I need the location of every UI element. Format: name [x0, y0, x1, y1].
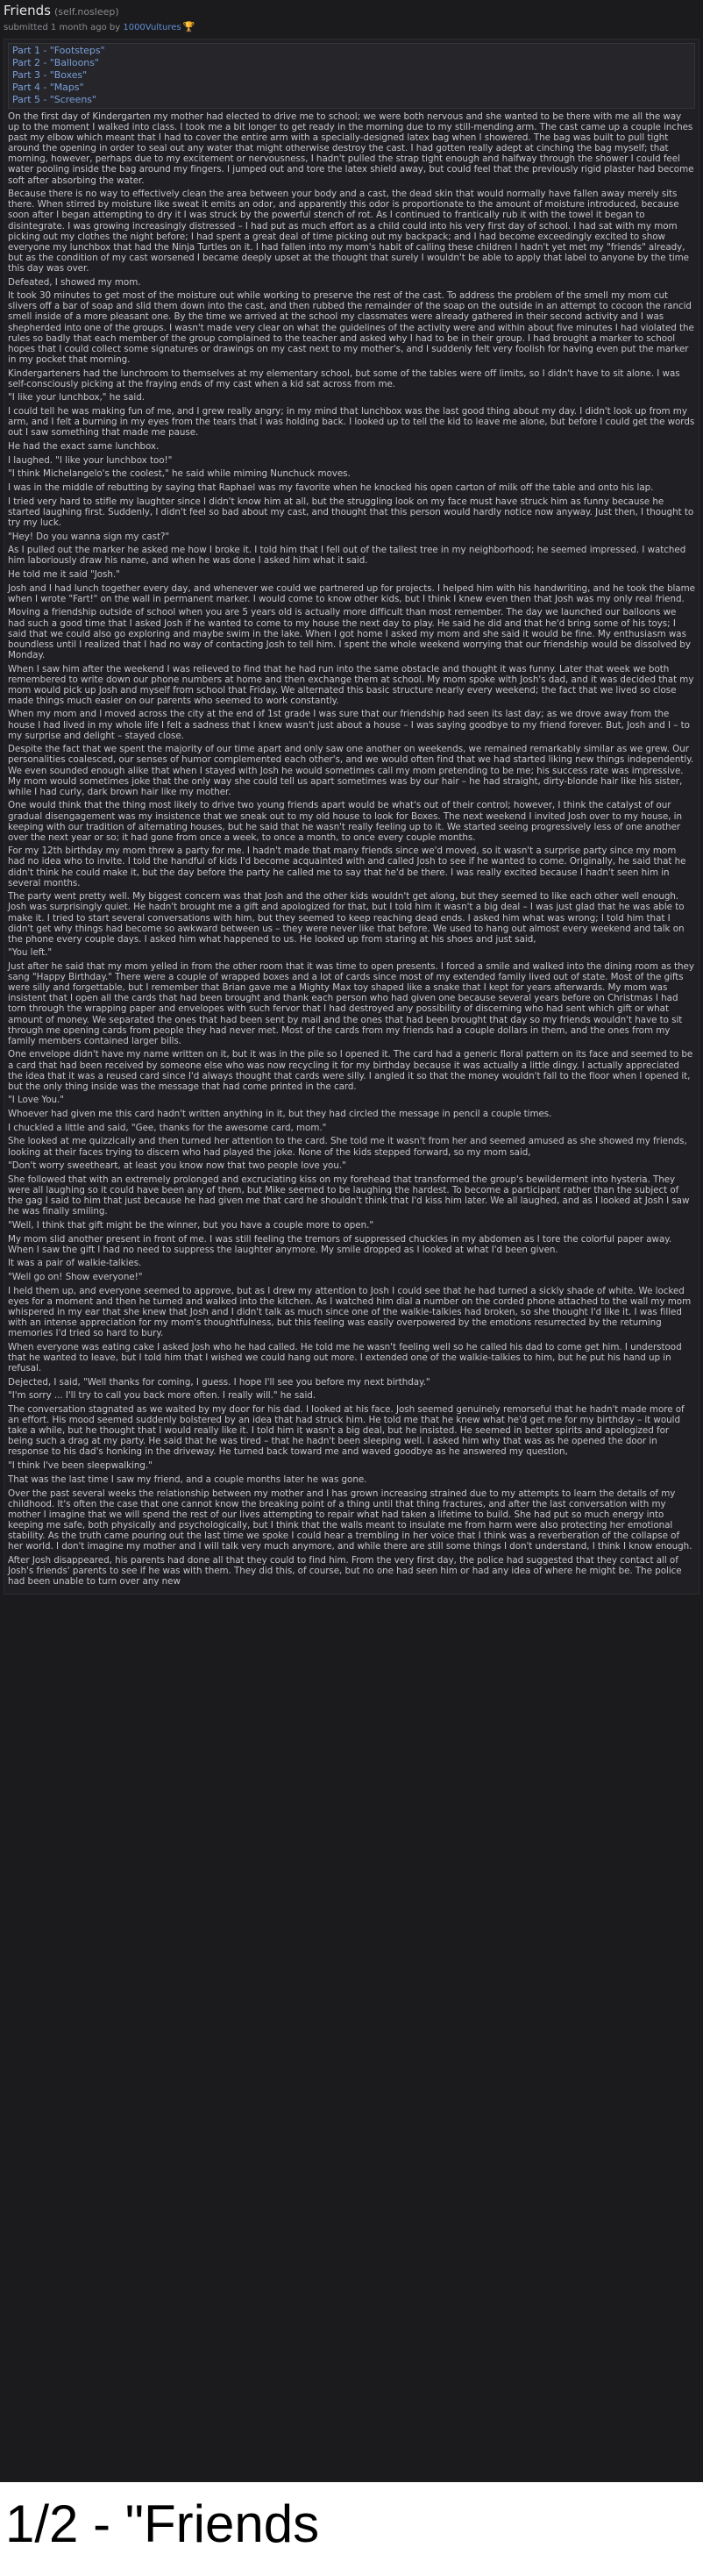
- story-paragraph: "I like your lunchbox," he said.: [8, 392, 145, 403]
- story-paragraph: "Don't worry sweetheart, at least you know now that two people love you.": [8, 1160, 346, 1172]
- story-paragraph: For my 12th birthday my mom threw a party for me. I hadn't made that many friends since we'd moved, so it wasn't a surprise party since my mom had no idea who to invite. I told the handful of kids I'd become acquainted with and called Josh to see if he wanted to come. Originally, he said that he didn't think he could make it, but the day before the party he called me to say that he'd be there. I was really excited because I hadn't seen him in several months.: [8, 846, 686, 888]
- story-paragraph: Because there is no way to effectively clean the area between your body and a cast, the dead skin that would normally have fallen away merely sits there. When stirred by moisture like sweat it emits an odor, and apparently this odor is proportionate to the amount of moisture introduced, because soon after I began attempting to dry it I was struck by the powerful stench of rot. As I continued to frantically rub it with the towel it began to disintegrate. I was growing increasingly distressed – I had put as much effort as a child could into his very first day of school. I had sat with my mom picking out my clothes the night before; I had spent a great deal of time picking out my backpack; and I had become exceedingly excited to show everyone my lunchbox that had the Ninja Turtles on it. I had fallen into my mom's habit of calling these children I hadn't yet met my "friends" already, but as the condition of my cast worsened I became deeply upset at the thought that surely I wouldn't be able to apply that label to anyone by the time this day was over.: [8, 189, 689, 274]
- story-paragraph: That was the last time I saw my friend, and a couple months later he was gone.: [8, 1474, 367, 1485]
- author-link[interactable]: 1000Vultures: [123, 23, 181, 32]
- story-paragraph: On the first day of Kindergarten my mother had elected to drive me to school; we were both nervous and she wanted to be there with me all the way up to the moment I walked into class. I took me a bit longer to get ready in the morning due to my still-mending arm. The cast came up a couple inches past my elbow which meant that I had to cover the entire arm with a specially-designed latex bag when I showered. The bag was built to pull tight around the opening in order to seal out any water that might otherwise destroy the cast. I had gotten really adept at cinching the bag myself; that morning, however, perhaps due to my excitement or nervousness, I hadn't pulled the strap tight enough and halfway through the shower I could feel water pooling inside the bag around my fingers. I jumped out and tore the latex shield away, but could feel that the previously rigid plaster had become soft after absorbing the water.: [8, 111, 694, 186]
- story-paragraph: "I think I've been sleepwalking.": [8, 1460, 153, 1472]
- story-paragraph: He had the exact same lunchbox.: [8, 440, 160, 452]
- story-paragraph: After Josh disappeared, his parents had done all that they could to find him. From the very first day, the police had suggested that they contact all of Josh's friends' parents to see if he was with them. They did this, of course, but no one had seen him or had any idea of where he might be. The police had been unable to turn over any new: [8, 1554, 682, 1587]
- story-paragraph: It took 30 minutes to get most of the moisture out while working to preserve the rest of the cast. To address the problem of the smell my mom cut slivers off a bar of soap and slid them down into the cast, and then rubbed the remainder of the soap on the outside in an attempt to cocoon the rancid smell inside of a more pleasant one. By the time we arrived at the school my classmates were already gathered in their second activity and I was shepherded into one of the groups. I wasn't made very clear on what the guidelines of the activity were and within about five minutes I had violated the rules so badly that each member of the group complained to the teacher and asked why I had to be in their group. I had brought a marker to school hopes that I could collect some signatures or drawings on my cast next to my mother's, and I suddenly felt very foolish for having even put the marker in my pocket that morning.: [8, 290, 694, 365]
- post-domain[interactable]: (self.nosleep): [53, 6, 119, 18]
- story-paragraph: As I pulled out the marker he asked me how I broke it. I told him that I fell out of the tallest tree in my neighborhood; he seemed impressed. I watched him laboriously draw his name, and when he was done I asked him what it said.: [8, 545, 686, 567]
- part-link-5[interactable]: Part 5 - "Screens": [12, 94, 96, 105]
- part-link-1[interactable]: Part 1 - "Footsteps": [12, 45, 105, 56]
- story-paragraph: I could tell he was making fun of me, and I grew really angry; in my mind that lunchbox was the last good thing about my day. I didn't look up from my arm, and I felt a burning in my eyes from the tears that I was holding back. I looked up to tell the kid to leave me alone, but before I could get the words out I saw something that made me pause.: [8, 406, 695, 439]
- story-paragraph: "Well go on! Show everyone!": [8, 1272, 143, 1283]
- story-paragraph: I laughed. "I like your lunchbox too!": [8, 454, 173, 466]
- parts-list: [8, 43, 695, 109]
- story-paragraph: "Well, I think that gift might be the winner, but you have a couple more to open.": [8, 1219, 374, 1231]
- story-paragraph: I chuckled a little and said, "Gee, thanks for the awesome card, mom.": [8, 1122, 327, 1133]
- story-paragraph: She looked at me quizzically and then turned her attention to the card. She told me it wasn't from her and seemed amused as she showed my friends, looking at their faces trying to discern who had played the joke. None of the kids stepped forward, so my mom said,: [8, 1136, 687, 1158]
- story-paragraph: Josh and I had lunch together every day, and whenever we could we partnered up for projects. I helped him with his handwriting, and he took the blame when I wrote "Fart!" on the wall in permanent marker. I would come to know other kids, but I think I knew even then that Josh was my only real friend.: [8, 582, 695, 604]
- post-header: [0, 0, 703, 33]
- story-paragraph: I was in the middle of rebutting by saying that Raphael was my favorite when he knocked his open carton of milk off the table and onto his lap.: [8, 482, 654, 493]
- story-paragraph: Despite the fact that we spent the majority of our time apart and only saw one another on weekends, we remained remarkably similar as we grew. Our personalities coalesced, our senses of humor complemented each other's, and we would often find that we had started liking new things independently. We even sounded enough alike that when I stayed with Josh he would sometimes call my mom pretending to be me; his success rate was impressive. My mom would sometimes joke that the only way she could tell us apart sometimes was by our hair – he had straight, dirty-blonde hair like his sister, while I had curly, dark brown hair like my mother.: [8, 744, 694, 797]
- story-paragraph: "Hey! Do you wanna sign my cast?": [8, 531, 170, 542]
- story-paragraph: He told me it said "Josh.": [8, 568, 120, 580]
- part-link-4[interactable]: Part 4 - "Maps": [12, 82, 84, 93]
- part-link-2[interactable]: Part 2 - "Balloons": [12, 57, 99, 68]
- story-paragraph: "I think Michelangelo's the coolest," he said while miming Nunchuck moves.: [8, 468, 351, 480]
- story-paragraph: Kindergarteners had the lunchroom to themselves at my elementary school, but some of the tables were off limits, so I didn't have to sit alone. I was self-consciously picking at the fraying ends of my cast when a kid sat across from me.: [8, 367, 680, 389]
- story-paragraph: One envelope didn't have my name written on it, but it was in the pile so I opened it. The card had a generic floral pattern on its face and seemed to be a card that had been received by someone else who was now recycling it for my birthday because it was actually a little dingy. I actually appreciated the idea that it was a reused card since I'd always thought that cards were silly. I angled it so that the money wouldn't fall to the floor when I opened it, but the only thing inside was the message that had come printed in the card.: [8, 1049, 693, 1092]
- story-paragraph: I held them up, and everyone seemed to approve, but as I drew my attention to Josh I could see that he had turned a sickly shade of white. We locked eyes for a moment and then he turned and walked into the kitchen. As I watched him dial a number on the corded phone attached to the wall my mom whispered in my ear that she knew that Josh and I didn't talk as much since one of the walkie-talkies had broken, so she thought I'd like it. I was filled with an intense appreciation for my mom's thoughtfulness, but this feeling was easily overpowered by the emotions resurrected by the returning memories I'd tried so hard to bury.: [8, 1285, 692, 1339]
- story-paragraph: The conversation stagnated as we waited by my door for his dad. I looked at his face. Josh seemed genuinely remorseful that he hadn't made more of an effort. His mood seemed suddenly bolstered by an idea that had struck him. He told me that he knew what he'd get me for my birthday – it would take a while, but he thought that I would really like it. I told him it wasn't a big deal, but he insisted. He seemed in better spirits and apologized for being such a drag at my party. He said that he was tired – that he hadn't been sleeping well. I asked him why that was as he opened the door in response to his dad's honking in the driveway. He turned back toward me and waved goodbye as he answered my question,: [8, 1404, 685, 1458]
- story-paragraph: Dejected, I said, "Well thanks for coming, I guess. I hope I'll see you before my next birthday.": [8, 1376, 430, 1388]
- post-title[interactable]: Friends: [4, 3, 51, 18]
- story-paragraph: I tried very hard to stifle my laughter since I didn't know him at all, but the struggling look on my face must have struck him as funny because he started laughing first. Suddenly, I didn't feel so bad about my cast, and thought that this person would hardly notice now anyway. Just then, I thought to try my luck.: [8, 496, 694, 528]
- story-paragraph: Over the past several weeks the relationship between my mother and I has grown increasing strained due to my attempts to learn the details of my childhood. It's often the case that one cannot know the breaking point of a thing until that thing fractures, and after the last conversation with my mother I imagine that we will spend the rest of our lives attempting to repair what had taken a lifetime to build. She had put so much energy into keeping me safe, both physically and psychologically, but I think that the walls meant to insulate me from harm were also protecting her emotional stability. As the truth came pouring out the last time we spoke I could hear a trembling in her voice that I think was a reverberation of the collapse of her world. I don't imagine my mother and I will talk very much anymore, and while there are still some things I don't understand, I think I know enough.: [8, 1488, 692, 1552]
- post-meta: [4, 21, 699, 33]
- story-paragraph: Moving a friendship outside of school when you are 5 years old is actually more difficult than most remember. The day we launched our balloons we had such a good time that I asked Josh if he wanted to come to my house the next day to play. He said he did and that he'd bring some of his toys; I said that we could also go exploring and maybe swim in the lake. When I got home I asked my mom and she said it would be fine. My enthusiasm was boundless until I realized that I had no way of contacting Josh to tell him. I spent the whole weekend worrying that our friendship would be dissolved by Monday.: [8, 607, 691, 660]
- story-paragraph: One would think that the thing most likely to drive two young friends apart would be what's out of their control; however, I think the catalyst of our gradual disengagement was my insistence that we sneak out to my old house to look for Boxes. The next weekend I invited Josh over to my house, in keeping with our tradition of alternating houses, but he said that he wasn't really feeling up to it. We started seeing progressively less of one another over the next year or so; it had gone from once a week, to once a month, to once every couple months.: [8, 800, 682, 843]
- story-paragraph: The party went pretty well. My biggest concern was that Josh and the other kids wouldn't get along, but they seemed to like each other well enough. Josh was surprisingly quiet. He hadn't brought me a gift and apologized for that, but I told him it wasn't a big deal – I was just glad that he was able to make it. I tried to start several conversations with him, but they seemed to keep reaching dead ends. I asked him what was wrong; I told him that I didn't get why things had become so awkward between us – they were never like that before. We used to hang out almost every weekend and talk on the phone every couple days. I asked him what happened to us. He looked up from staring at his shoes and just said,: [8, 891, 685, 945]
- caption: 1/2 - "Friends: [0, 2489, 703, 2576]
- story-paragraph: When everyone was eating cake I asked Josh who he had called. He told me he wasn't feeling well so he called his dad to come get him. I understood that he wanted to leave, but I told him that I wished we could hang out more. I extended one of the walkie-talkies to him, but he put his hand up in refusal.: [8, 1341, 682, 1374]
- story-paragraph: Just after he said that my mom yelled in from the other room that it was time to open presents. I forced a smile and walked into the dining room as they sang "Happy Birthday." There were a couple of wrapped boxes and a lot of cards since most of my extended family lived out of state. Most of the gifts were silly and forgettable, but I remember that Brian gave me a Mighty Max toy shaped like a snake that I kept for years afterwards. My mom was insistent that I open all the cards that had been brought and thank each person who had given one because several years before on Christmas I had torn through the wrapping paper and envelopes with such fervor that I had destroyed any possibility of discerning who had sent which gift or what amount of money. We separated the ones that had been sent by mail and the ones that had been brought that day so my friends wouldn't have to sit through me opening cards from people they had never met. Most of the cards from my friends had a couple dollars in them, and the ones from my family members contained larger bills.: [8, 961, 694, 1046]
- story-paragraph: "You left.": [8, 947, 53, 959]
- story-paragraph: "I Love You.": [8, 1095, 65, 1106]
- submitted-text: submitted 1 month ago by: [4, 23, 121, 32]
- trophy-icon: 🏆: [182, 21, 195, 32]
- story-paragraph: When my mom and I moved across the city at the end of 1st grade I was sure that our friendship had seen its last day; as we drove away from the house I had lived in my whole life I felt a sadness that I knew wasn't just about a house – I was saying goodbye to my friend forever. But, Josh and I – to my surprise and delight – stayed close.: [8, 709, 690, 741]
- story-paragraph: "I'm sorry ... I'll try to call you back more often. I really will." he said.: [8, 1390, 316, 1402]
- story-paragraph: When I saw him after the weekend I was relieved to find that he had run into the same obstacle and thought it was funny. Later that week we both remembered to write down our phone numbers at home and then exchange them at school. My mom spoke with Josh's dad, and it was decided that my mom would pick up Josh and myself from school that Friday. We alternated this basic structure nearly every weekend; the fact that we lived so close made things much easier on our parents who seemed to work constantly.: [8, 663, 694, 706]
- story-paragraph: It was a pair of walkie-talkies.: [8, 1258, 142, 1269]
- story-paragraph: Whoever had given me this card hadn't written anything in it, but they had circled the message in pencil a couple times.: [8, 1109, 552, 1120]
- story-text: [8, 111, 695, 1587]
- story-paragraph: Defeated, I showed my mom.: [8, 276, 141, 288]
- part-link-3[interactable]: Part 3 - "Boxes": [12, 69, 88, 81]
- story-paragraph: My mom slid another present in front of me. I was still feeling the tremors of suppressed chuckles in my abdomen as I tore the colorful paper away. When I saw the gift I had no need to suppress the laughter anymore. My smile dropped as I looked at what I'd been given.: [8, 1233, 672, 1255]
- story-paragraph: She followed that with an extremely prolonged and excruciating kiss on my forehead that transformed the group's bewilderment into hysteria. They were all laughing so it could have been any of them, but Mike seemed to be laughing the hardest. To become a participant rather than the subject of the gag I said to him that just because he had given me that card he shouldn't think that I'd kiss him later. We all laughed, and as I looked at Josh I saw he was finally smiling.: [8, 1174, 690, 1217]
- post-body: [4, 39, 699, 1595]
